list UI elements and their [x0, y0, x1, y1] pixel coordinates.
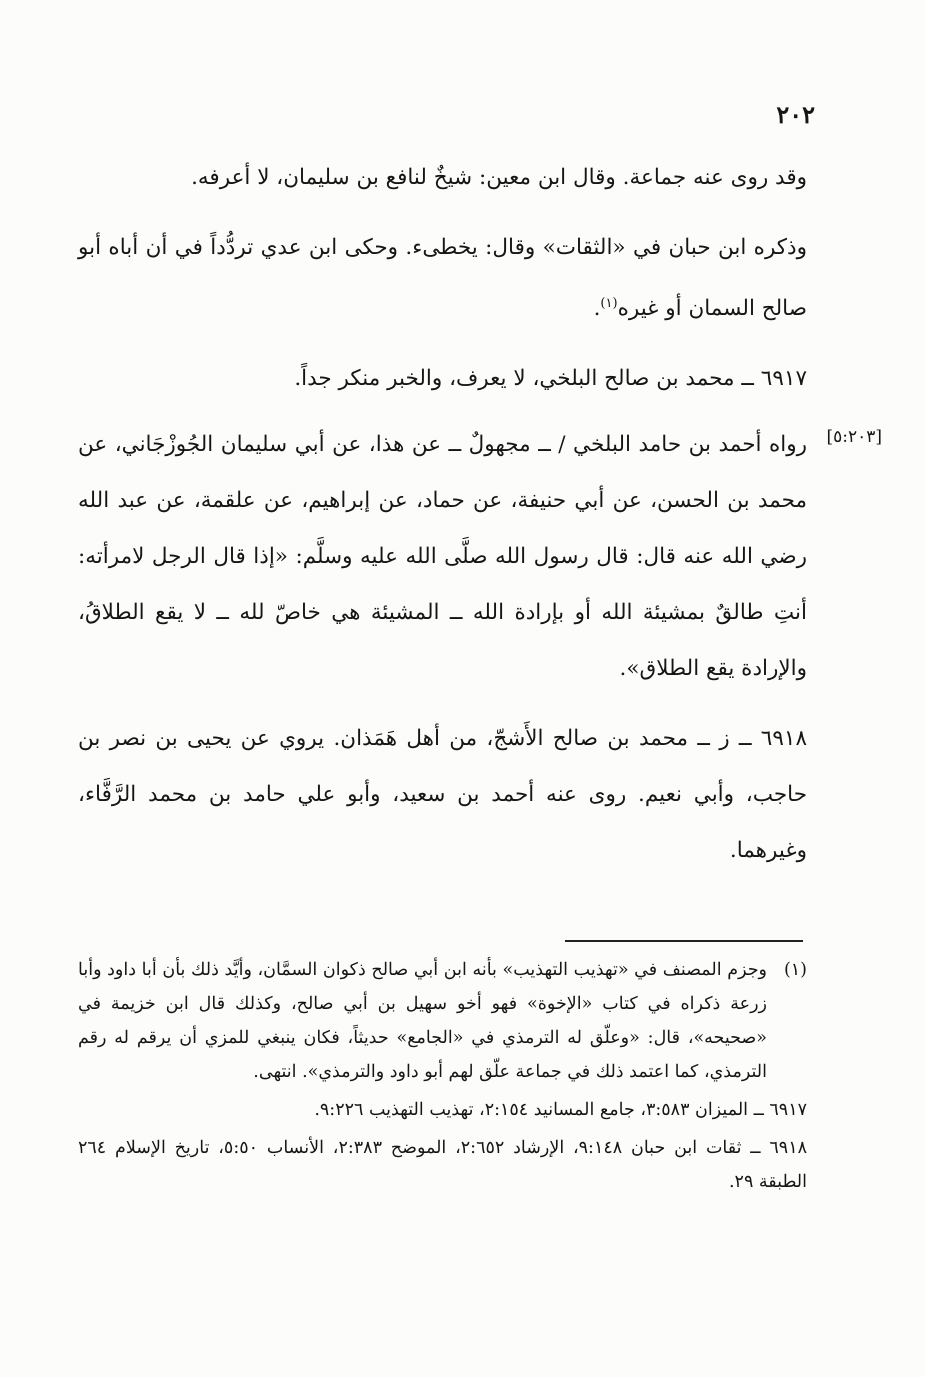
- footnote-marker[interactable]: (١): [600, 296, 618, 311]
- main-text: [78, 150, 882, 893]
- footnotes: [78, 953, 807, 1199]
- entry-6918: ٦٩١٨ ــ ز ــ محمد بن صالح الأَشجّ، من أهل هَمَذان. يروي عن يحيى بن نصر بن حاجب، وأبي نعيم. روى عنه أحمد بن سعيد، وأبو علي حامد بن محمد الرَّفَّاء، وغيرهما.: [78, 726, 807, 864]
- footnote-1: [78, 953, 807, 1089]
- paragraph-2-text: وذكره ابن حبان في «الثقات» وقال: يخطىء. وحكى ابن عدي تردُّداً في أن أباه أبو صالح السمان أو غيره: [78, 235, 807, 322]
- source-6918: ٦٩١٨ ــ ثقات ابن حبان ٩:١٤٨، الإرشاد ٢:٦٥٢، الموضح ٢:٣٨٣، الأنساب ٥:٥٠، تاريخ الإسلام ٢٦٤ الطبقة ٢٩.: [78, 1138, 807, 1192]
- paragraph-4: رواه أحمد بن حامد البلخي / ــ مجهولٌ ــ عن هذا، عن أبي سليمان الجُوزْجَاني، عن محمد بن الحسن، عن أبي حنيفة، عن حماد، عن إبراهيم، عن علقمة، عن عبد الله رضي الله عنه قال: قال رسول الله صلَّى الله عليه وسلَّم: «إذا قال الرجل لامرأته: أنتِ طالقٌ بمشيئة الله أو بإرادة الله ــ المشيئة هي خاصّ لله ــ لا يقع الطلاقُ، والإرادة يقع الطلاق».: [78, 432, 807, 682]
- footnote-1-text: وجزم المصنف في «تهذيب التهذيب» بأنه ابن أبي صالح ذكوان السمَّان، وأيَّد ذلك بأن أبا داود وأبا زرعة ذكراه في كتاب «الإخوة» فهو أخو سهيل بن أبي صالح، وكذلك قال ابن خزيمة في «صحيحه»، قال: «وعلّق له الترمذي في «الجامع» حديثاً، فكان ينبغي للمزي أن يرقم له رقم الترمذي، كما اعتمد ذلك في جماعة علّق لهم أبو داود والترمذي». انتهى.: [78, 960, 767, 1082]
- page-number: ٢٠٢: [776, 100, 815, 129]
- paragraph-2: [78, 220, 807, 337]
- source-6917: ٦٩١٧ ــ الميزان ٣:٥٨٣، جامع المسانيد ٢:١٥٤، تهذيب التهذيب ٩:٢٢٦.: [314, 1100, 807, 1120]
- paragraph-2-end: .: [593, 296, 601, 322]
- footnote-1-marker: (١): [783, 960, 807, 980]
- footnote-separator: [565, 940, 803, 942]
- entry-6917: ٦٩١٧ ــ محمد بن صالح البلخي، لا يعرف، والخبر منكر جداً.: [294, 366, 807, 392]
- margin-reference: [٥:٢٠٣]: [826, 427, 882, 448]
- paragraph-1: وقد روى عنه جماعة. وقال ابن معين: شيخٌ لنافع بن سليمان، لا أعرفه.: [191, 165, 807, 190]
- paragraph-4-wrap: [78, 417, 882, 697]
